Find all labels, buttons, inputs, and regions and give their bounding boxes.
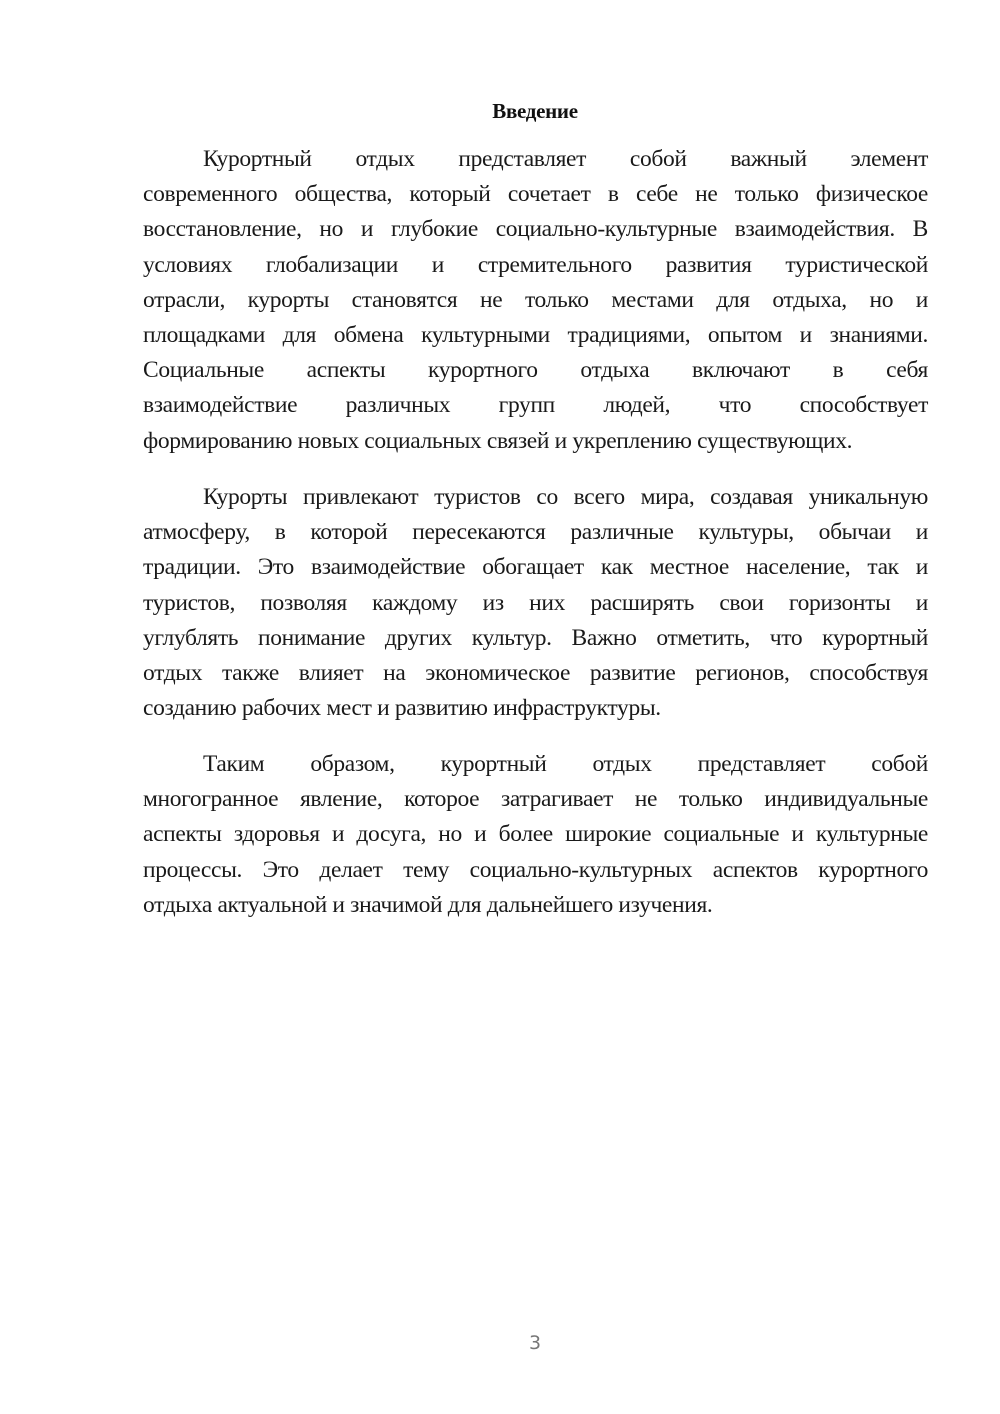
page-number: 3 [528, 1332, 542, 1354]
paragraph-line: Социальные аспекты курортного отдыха включают в себя [143, 357, 928, 384]
paragraph-line: туристов, позволяя каждому из них расширять свои горизонты и [143, 589, 928, 616]
section-title: Введение [492, 99, 578, 123]
paragraph-line: формированию новых социальных связей и укреплению существующих. [143, 427, 853, 454]
paragraph-line: атмосферу, в которой пересекаются различные культуры, обычаи и [143, 519, 928, 546]
paragraph-line: восстановление, но и глубокие социально-культурные взаимодействия. В [143, 216, 928, 243]
paragraph-line: созданию рабочих мест и развитию инфраструктуры. [143, 695, 661, 722]
paragraph-line: аспекты здоровья и досуга, но и более широкие социальные и культурные [143, 821, 928, 848]
paragraph-1 [143, 142, 928, 459]
paragraph-line: процессы. Это делает тему социально-культурных аспектов курортного [143, 856, 928, 883]
paragraph-line: взаимодействие различных групп людей, что способствует [143, 392, 928, 419]
paragraph-line: углублять понимание других культур. Важно отметить, что курортный [143, 624, 928, 651]
paragraph-line: Курорты привлекают туристов со всего мира, создавая уникальную [203, 484, 928, 510]
paragraph-3 [143, 747, 928, 923]
paragraph-line: отдыха актуальной и значимой для дальнейшего изучения. [143, 891, 713, 918]
paragraph-2 [143, 480, 928, 726]
paragraph-line: Курортный отдых представляет собой важный элемент [203, 146, 928, 172]
paragraph-line: многогранное явление, которое затрагивает не только индивидуальные [143, 786, 928, 813]
paragraph-line: условиях глобализации и стремительного развития туристической [143, 251, 928, 278]
paragraph-line: отрасли, курорты становятся не только местами для отдыха, но и [143, 286, 928, 313]
paragraph-line: традиции. Это взаимодействие обогащает как местное население, так и [143, 554, 928, 581]
paragraph-line: современного общества, который сочетает в себе не только физическое [143, 181, 928, 208]
paragraph-line: отдых также влияет на экономическое развитие регионов, способствуя [143, 659, 928, 686]
paragraph-line: Таким образом, курортный отдых представляет собой [203, 751, 928, 777]
paragraph-line: площадками для обмена культурными традициями, опытом и знаниями. [143, 321, 928, 348]
